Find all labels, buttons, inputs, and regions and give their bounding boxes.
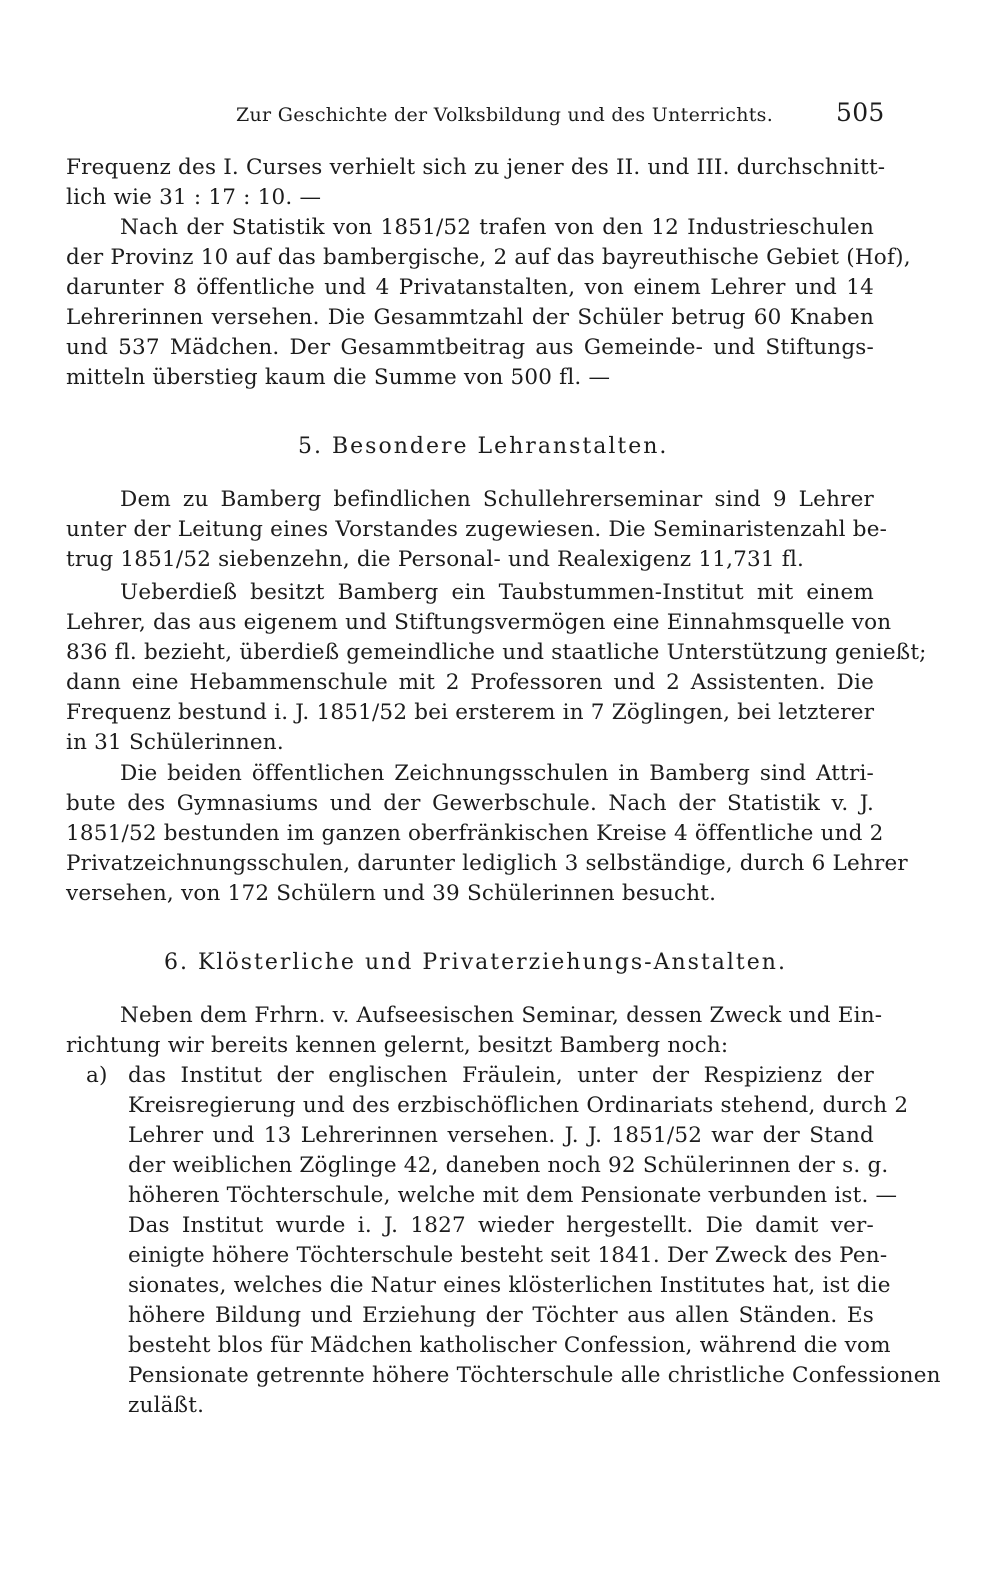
list-item-label: a)	[86, 1063, 108, 1088]
text-line: unter der Leitung eines Vorstandes zugewiesen. Die Seminaristenzahl be-	[66, 517, 888, 542]
text-line: Kreisregierung und des erzbischöflichen Ordinariats stehend, durch 2	[128, 1093, 909, 1118]
text-line: 836 fl. bezieht, überdieß gemeindliche und staatliche Unterstützung genießt;	[66, 640, 927, 665]
text-line: besteht blos für Mädchen katholischer Confession, während die vom	[128, 1333, 891, 1358]
text-line: bute des Gymnasiums und der Gewerbschule. Nach der Statistik v. J.	[66, 791, 874, 816]
text-line: das Institut der englischen Fräulein, unter der Respizienz der	[128, 1063, 874, 1088]
text-line: trug 1851/52 siebenzehn, die Personal- und Realexigenz 11,731 fl.	[66, 547, 805, 572]
text-line: Die beiden öffentlichen Zeichnungsschulen in Bamberg sind Attri-	[120, 761, 874, 786]
text-line: der weiblichen Zöglinge 42, daneben noch 92 Schülerinnen der s. g.	[128, 1153, 889, 1178]
text-line: sionates, welches die Natur eines klösterlichen Institutes hat, ist die	[128, 1273, 891, 1298]
text-line: Ueberdieß besitzt Bamberg ein Taubstummen-Institut mit einem	[120, 580, 874, 605]
text-line: der Provinz 10 auf das bambergische, 2 auf das bayreuthische Gebiet (Hof),	[66, 245, 911, 270]
text-line: Pensionate getrennte höhere Töchterschule alle christliche Confessionen	[128, 1363, 941, 1388]
text-line: Lehrerinnen versehen. Die Gesammtzahl der Schüler betrug 60 Knaben	[66, 305, 874, 330]
text-line: Frequenz des I. Curses verhielt sich zu jener des II. und III. durchschnitt-	[66, 155, 886, 180]
text-line: höheren Töchterschule, welche mit dem Pensionate verbunden ist. —	[128, 1183, 898, 1208]
text-line: zuläßt.	[128, 1393, 205, 1418]
text-line: Dem zu Bamberg befindlichen Schullehrerseminar sind 9 Lehrer	[120, 487, 874, 512]
text-line: Lehrer, das aus eigenem und Stiftungsvermögen eine Einnahmsquelle von	[66, 610, 892, 635]
text-line: Lehrer und 13 Lehrerinnen versehen. J. J. 1851/52 war der Stand	[128, 1123, 874, 1148]
text-line: Nach der Statistik von 1851/52 trafen von den 12 Industrieschulen	[120, 215, 874, 240]
running-header	[0, 98, 1000, 132]
text-line: mitteln überstieg kaum die Summe von 500 fl. —	[66, 365, 611, 390]
section-heading-6: 6. Klösterliche und Privaterziehungs-Anstalten.	[164, 950, 787, 975]
text-line: in 31 Schülerinnen.	[66, 730, 284, 755]
text-line: Neben dem Frhrn. v. Aufseesischen Seminar, dessen Zweck und Ein-	[120, 1003, 883, 1028]
text-line: Frequenz bestund i. J. 1851/52 bei ersterem in 7 Zöglingen, bei letzterer	[66, 700, 875, 725]
text-line: einigte höhere Töchterschule besteht seit 1841. Der Zweck des Pen-	[128, 1243, 888, 1268]
text-line: Privatzeichnungsschulen, darunter lediglich 3 selbständige, durch 6 Lehrer	[66, 851, 908, 876]
running-title: Zur Geschichte der Volksbildung und des Unterrichts.	[236, 104, 774, 126]
text-line: dann eine Hebammenschule mit 2 Professoren und 2 Assistenten. Die	[66, 670, 874, 695]
text-line: Das Institut wurde i. J. 1827 wieder hergestellt. Die damit ver-	[128, 1213, 874, 1238]
text-line: lich wie 31 : 17 : 10. —	[66, 185, 322, 210]
text-line: und 537 Mädchen. Der Gesammtbeitrag aus Gemeinde- und Stiftungs-	[66, 335, 874, 360]
text-line: darunter 8 öffentliche und 4 Privatanstalten, von einem Lehrer und 14	[66, 275, 874, 300]
text-line: richtung wir bereits kennen gelernt, besitzt Bamberg noch:	[66, 1033, 729, 1058]
section-heading-5: 5. Besondere Lehranstalten.	[298, 434, 669, 459]
text-line: höhere Bildung und Erziehung der Töchter aus allen Ständen. Es	[128, 1303, 874, 1328]
text-line: versehen, von 172 Schülern und 39 Schülerinnen besucht.	[66, 881, 717, 906]
text-line: 1851/52 bestunden im ganzen oberfränkischen Kreise 4 öffentliche und 2	[66, 821, 884, 846]
page-number: 505	[836, 98, 885, 127]
